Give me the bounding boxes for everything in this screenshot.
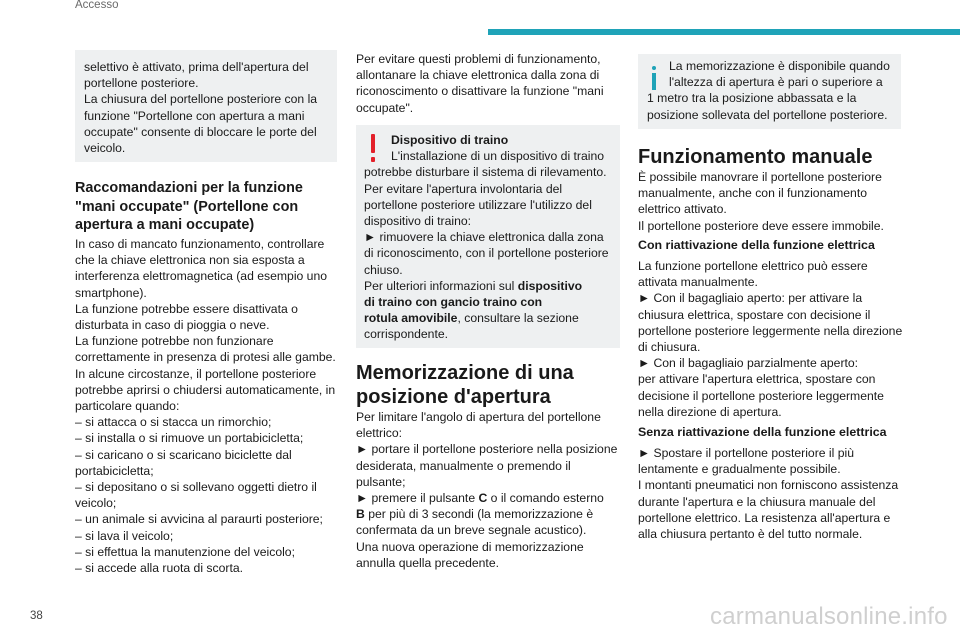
body-line: durante l'apertura e la chiusura manuale del [638,494,876,509]
body-line: occupate". [356,100,414,115]
subheading-with-reactivation: Con riattivazione della funzione elettrica [638,238,875,252]
body-line: desiderata, manualmente o premendo il [356,458,571,473]
body-text: o il comando esterno [487,491,604,506]
list-item: veicolo; [75,496,117,511]
note-line: selettivo è attivato, prima dell'apertura del [84,60,309,74]
body-line: elettrico attivato. [638,202,727,217]
info-icon [650,66,662,90]
list-item: – si depositano o si sollevano oggetti dietro il [75,480,317,495]
body-line: riconoscimento o disattivare la funzione "mani [356,84,604,99]
warning-line: L'installazione di un dispositivo di traino [391,149,605,164]
body-line: che la chiave elettronica non sia esposta a [75,253,305,268]
note-line: funzione "Portellone con apertura a mani [84,108,305,123]
body-line: smartphone). [75,285,147,300]
body-line: attivata manualmente. [638,275,758,290]
button-ref: B [356,507,365,522]
warning-line: chiuso. [364,262,403,277]
ref-bold: rotula amovibile [364,311,458,326]
body-line [356,506,626,522]
list-item: – si accede alla ruota di scorta. [75,561,244,576]
ref-text: corrispondente. [364,327,449,342]
with-reactivation-body [638,258,908,420]
heading-line: "mani occupate" (Portellone con [75,198,299,215]
body-line: di chiusura. [638,340,701,355]
body-line: È possibile manovrare il portellone posteriore [638,170,882,184]
body-line: allontanare la chiave elettronica dalla zona di [356,68,600,83]
subheading-without-reactivation: Senza riattivazione della funzione elettrica [638,425,887,439]
warning-line: potrebbe disturbare il sistema di rilevamento. [364,165,607,180]
list-item: – si attacca o si stacca un rimorchio; [75,415,272,430]
ref-bold: di traino con gancio traino con [364,295,543,310]
hands-free-heading [75,179,337,235]
warning-ref-line [364,310,612,326]
body-line: In caso di mancato funzionamento, controllare [75,237,325,251]
button-ref: C [478,491,488,506]
body-line: La funzione potrebbe essere disattivata o [75,301,298,316]
manual-operation-heading: Funzionamento manuale [638,146,873,168]
intro-paragraph [356,51,626,116]
warning-box [356,125,620,348]
body-line: Per evitare questi problemi di funzionamento, [356,52,601,66]
heading-line: posizione d'apertura [356,386,551,408]
body-line: annulla quella precedente. [356,555,499,570]
list-item: – si caricano o si scaricano biciclette dal [75,447,292,462]
body-line: elettrico: [356,426,403,441]
body-line: nella direzione di apertura. [638,404,782,419]
body-line [356,490,626,506]
ref-text: Per ulteriori informazioni sul [364,278,518,293]
body-line: Per limitare l'angolo di apertura del portellone [356,410,601,424]
body-line: ► Con il bagagliaio aperto: per attivare la [638,291,863,306]
warning-line: dispositivo di traino: [364,214,472,229]
memorize-body [356,409,626,571]
heading-line: Raccomandazioni per la funzione [75,180,303,196]
manual-intro [638,169,908,234]
body-line: portellone elettrico. La resistenza all'apertura e [638,510,891,525]
body-line: alla chiusura pertanto è del tutto normale. [638,527,863,542]
info-line: 1 metro tra la posizione abbassata e la [647,91,857,106]
body-line: particolare quando: [75,399,180,414]
body-line: La funzione portellone elettrico può essere [638,259,868,273]
page-number: 38 [30,610,43,622]
body-line: decisione il portellone posteriore leggermente [638,388,884,403]
info-box [638,54,901,129]
warning-line: di riconoscimento, con il portellone posteriore [364,246,609,261]
warning-ref-line [364,278,612,294]
body-line: confermata da un breve segnale acustico). [356,523,587,538]
body-line: correttamente in presenza di protesi alle gambe. [75,350,336,365]
body-line: per attivare l'apertura elettrica, spostare con [638,372,876,387]
list-item: portabicicletta; [75,463,154,478]
note-line: La chiusura del portellone posteriore con la [84,92,318,107]
list-item: – si lava il veicolo; [75,528,174,543]
continued-note-box [75,50,337,162]
body-line: disturbata in caso di pioggia o neve. [75,318,270,333]
body-line: potrebbe aprirsi o chiudersi automaticamente, in [75,382,336,397]
body-line: portellone posteriore leggermente nella direzione [638,323,903,338]
body-line: pulsante; [356,474,406,489]
warning-line: Per evitare l'apertura involontaria del [364,181,563,196]
header-accent-bar [488,29,960,35]
list-item: – un animale si avvicina al paraurti posteriore; [75,512,323,527]
list-item: – si effettua la manutenzione del veicolo; [75,544,295,559]
info-line: posizione sollevata del portellone posteriore. [647,107,888,122]
warning-line: ► rimuovere la chiave elettronica dalla zona [364,230,604,245]
body-line: ► Con il bagagliaio parzialmente aperto: [638,356,859,371]
body-line: La funzione potrebbe non funzionare [75,334,274,349]
warning-line: portellone posteriore utilizzare l'utilizzo del [364,197,592,212]
body-line: manualmente, anche con il funzionamento [638,186,867,201]
info-line: l'altezza di apertura è pari o superiore a [669,75,883,90]
note-line: occupate" consente di bloccare le porte del [84,124,317,139]
list-item: – si installa o si rimuove un portabicicletta; [75,431,304,446]
info-line: La memorizzazione è disponibile quando [669,59,890,73]
body-line: In alcune circostanze, il portellone posteriore [75,366,317,381]
body-text: ► premere il pulsante [356,491,479,506]
running-header: Accesso [75,0,119,11]
watermark: carmanualsonline.info [710,603,948,630]
body-line: ► portare il portellone posteriore nella posizione [356,442,618,457]
without-reactivation-body [638,445,908,542]
heading-line: Memorizzazione di una [356,362,574,384]
body-line: ► Spostare il portellone posteriore il più [638,446,854,460]
note-line: veicolo. [84,141,126,156]
warning-icon [367,134,379,164]
heading-line: apertura a mani occupate) [75,217,255,233]
body-line: lentamente e gradualmente possibile. [638,462,841,477]
body-line: chiusura elettrica, spostare con decisione il [638,307,871,322]
warning-title: Dispositivo di traino [391,133,509,147]
body-line: Il portellone posteriore deve essere immobile. [638,218,884,233]
ref-bold: dispositivo [517,278,583,293]
body-line: Una nuova operazione di memorizzazione [356,539,584,554]
memorize-heading [356,361,620,409]
body-line: I montanti pneumatici non forniscono assistenza [638,478,899,493]
ref-text: , consultare la sezione [457,311,579,326]
note-line: portellone posteriore. [84,76,199,91]
hands-free-body [75,236,345,576]
body-line: interferenza elettromagnetica (ad esempio uno [75,269,328,284]
body-text: per più di 3 secondi (la memorizzazione è [364,507,594,522]
